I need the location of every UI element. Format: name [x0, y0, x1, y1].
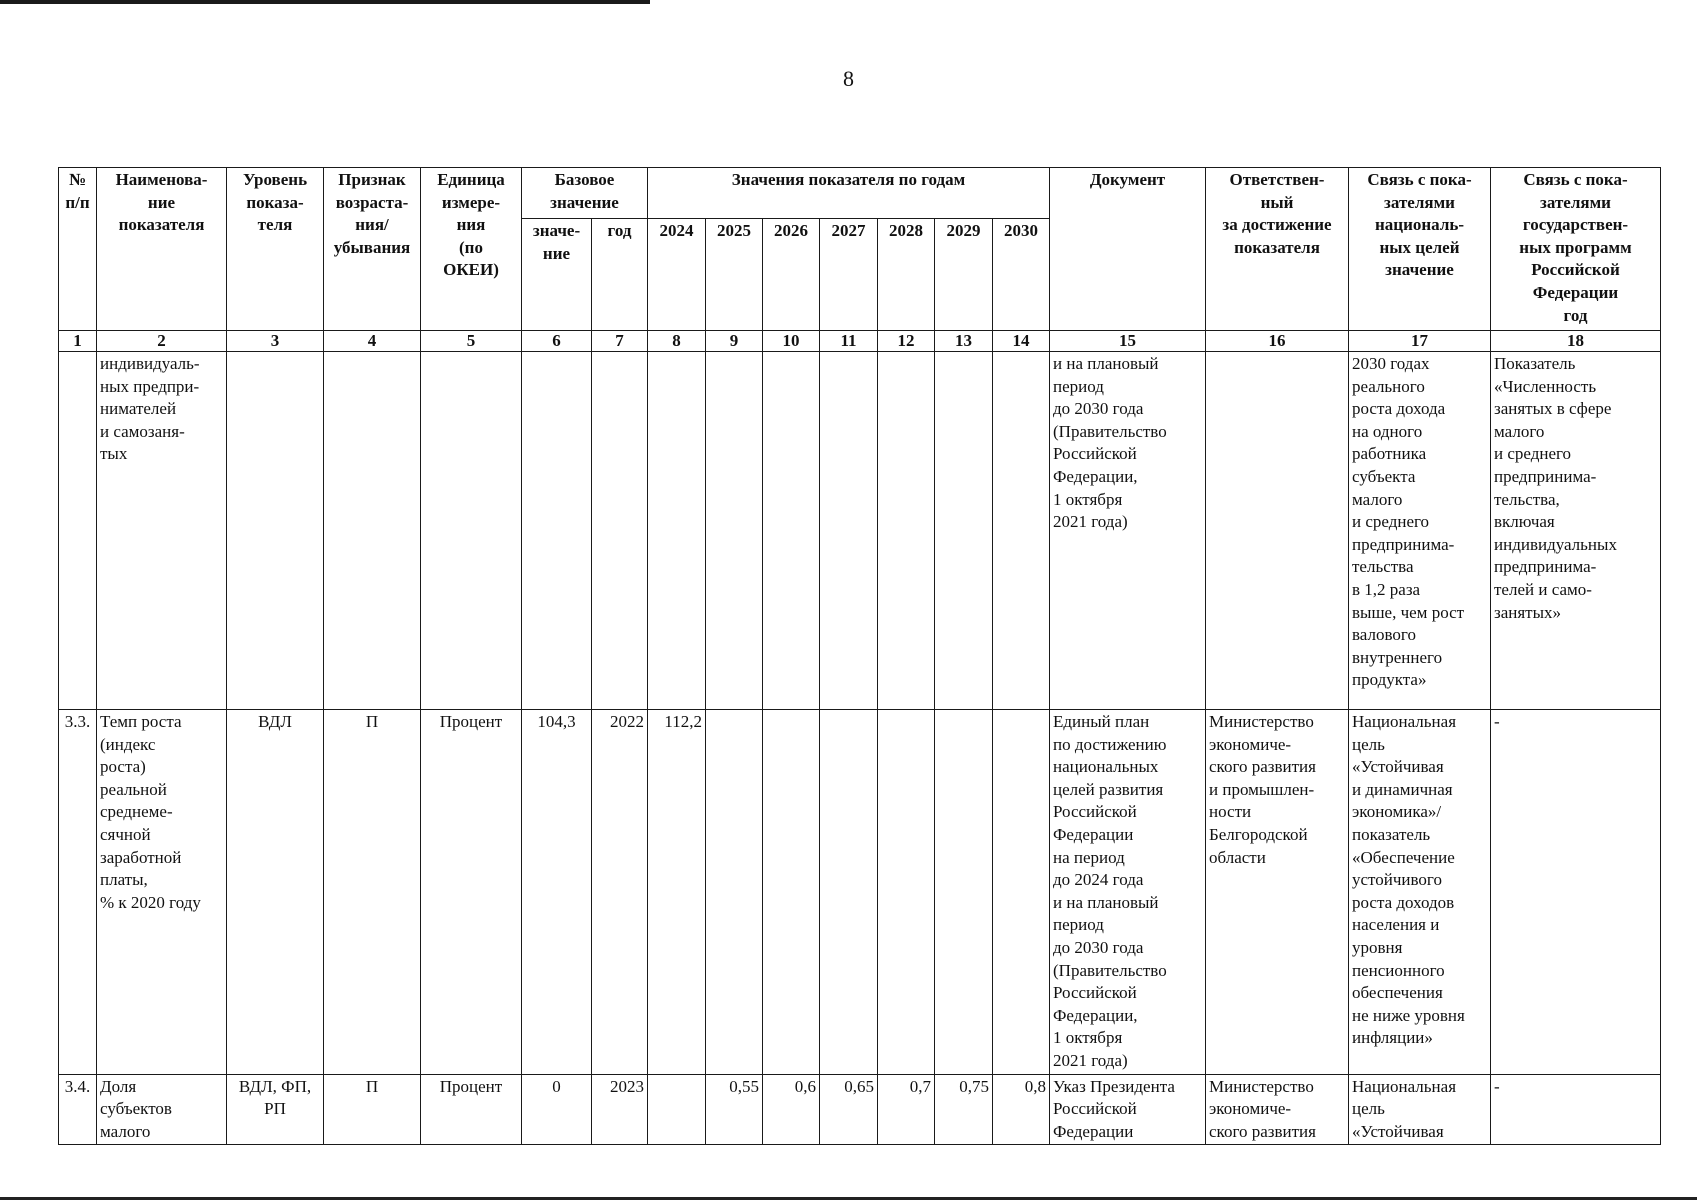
table-row: [59, 352, 1661, 710]
column-number: 12: [878, 331, 935, 352]
column-number: 4: [324, 331, 421, 352]
cell-year-value: [820, 352, 878, 710]
cell-document: Указ Президента Российской Федерации: [1050, 1074, 1206, 1145]
cell-year-value: 0,6: [763, 1074, 820, 1145]
column-number: 8: [648, 331, 706, 352]
cell-state-programs: -: [1491, 710, 1661, 1075]
header-year: 2026: [763, 219, 820, 331]
cell-year-value: [763, 710, 820, 1075]
column-number: 10: [763, 331, 820, 352]
cell-state-programs: Показатель «Численность занятых в сфере малого и среднего предпринима- тельства, включая индивидуальных предпринима- телей и само- занятых»: [1491, 352, 1661, 710]
cell-national-goals: Национальная цель «Устойчивая: [1349, 1074, 1491, 1145]
column-number: 7: [592, 331, 648, 352]
column-number: 15: [1050, 331, 1206, 352]
column-number: 14: [993, 331, 1050, 352]
header-year: 2025: [706, 219, 763, 331]
cell-year-value: 0,7: [878, 1074, 935, 1145]
cell-year-value: 0,75: [935, 1074, 993, 1145]
header-by-years: Значения показателя по годам: [648, 168, 1050, 219]
table-row: [59, 1074, 1661, 1145]
cell-base-value: 104,3: [522, 710, 592, 1075]
header-trend: Признак возраста- ния/ убывания: [324, 168, 421, 331]
cell-year-value: [935, 352, 993, 710]
column-number: 13: [935, 331, 993, 352]
cell-national-goals: 2030 годах реального роста дохода на одного работника субъекта малого и среднего предпринима- тельства в 1,2 раза выше, чем рост валового внутреннего продукта»: [1349, 352, 1491, 710]
cell-trend: П: [324, 710, 421, 1075]
header-year: 2029: [935, 219, 993, 331]
scan-edge-top: [0, 0, 650, 4]
page-number: 8: [843, 66, 854, 91]
header-year: 2030: [993, 219, 1050, 331]
header-year: 2024: [648, 219, 706, 331]
cell-base-year: 2023: [592, 1074, 648, 1145]
cell-responsible: Министерство экономиче- ского развития: [1206, 1074, 1349, 1145]
cell-name: Доля субъектов малого: [97, 1074, 227, 1145]
indicators-table: [58, 167, 1661, 1145]
header-no: № п/п: [59, 168, 97, 331]
column-number: 1: [59, 331, 97, 352]
cell-year-value: [706, 710, 763, 1075]
header-responsible: Ответствен- ный за достижение показателя: [1206, 168, 1349, 331]
cell-level: ВДЛ, ФП, РП: [227, 1074, 324, 1145]
cell-base-year: [592, 352, 648, 710]
header-row-top: [59, 168, 1661, 219]
cell-year-value: 0,55: [706, 1074, 763, 1145]
cell-year-value: [763, 352, 820, 710]
column-number: 2: [97, 331, 227, 352]
cell-state-programs: -: [1491, 1074, 1661, 1145]
header-national-goals: Связь с пока- зателями националь- ных целей значение: [1349, 168, 1491, 331]
column-number: 5: [421, 331, 522, 352]
header-unit: Единица измере- ния (по ОКЕИ): [421, 168, 522, 331]
column-number: 11: [820, 331, 878, 352]
cell-base-year: 2022: [592, 710, 648, 1075]
column-number: 16: [1206, 331, 1349, 352]
header-name: Наименова- ние показателя: [97, 168, 227, 331]
column-number: 6: [522, 331, 592, 352]
cell-responsible: Министерство экономиче- ского развития и промышлен- ности Белгородской области: [1206, 710, 1349, 1075]
cell-year-value: [878, 710, 935, 1075]
header-level: Уровень показа- теля: [227, 168, 324, 331]
cell-year-value: [878, 352, 935, 710]
cell-year-value: [820, 710, 878, 1075]
cell-year-value: 0,8: [993, 1074, 1050, 1145]
cell-unit: Процент: [421, 710, 522, 1075]
header-document: Документ: [1050, 168, 1206, 331]
cell-no: 3.4.: [59, 1074, 97, 1145]
cell-no: [59, 352, 97, 710]
cell-year-value: [935, 710, 993, 1075]
cell-base-value: [522, 352, 592, 710]
cell-trend: П: [324, 1074, 421, 1145]
cell-unit: Процент: [421, 1074, 522, 1145]
column-number: 18: [1491, 331, 1661, 352]
cell-year-value: [648, 352, 706, 710]
cell-national-goals: Национальная цель «Устойчивая и динамичная экономика»/ показатель «Обеспечение устойчивого роста доходов населения и уровня пенсионного обеспечения не ниже уровня инфляции»: [1349, 710, 1491, 1075]
cell-trend: [324, 352, 421, 710]
cell-year-value: [648, 1074, 706, 1145]
cell-name: Темп роста (индекс роста) реальной среднеме- сячной заработной платы, % к 2020 году: [97, 710, 227, 1075]
column-number: 9: [706, 331, 763, 352]
cell-base-value: 0: [522, 1074, 592, 1145]
header-year: 2027: [820, 219, 878, 331]
cell-no: 3.3.: [59, 710, 97, 1075]
cell-document: Единый план по достижению национальных целей развития Российской Федерации на период до 2024 года и на плановый период до 2030 года (Правительство Российской Федерации, 1 октября 2021 года): [1050, 710, 1206, 1075]
cell-name: индивидуаль- ных предпри- нимателей и самозаня- тых: [97, 352, 227, 710]
table-row: [59, 710, 1661, 1075]
cell-unit: [421, 352, 522, 710]
cell-year-value: [993, 710, 1050, 1075]
column-number: 3: [227, 331, 324, 352]
header-base: Базовое значение: [522, 168, 648, 219]
cell-responsible: [1206, 352, 1349, 710]
cell-year-value: 112,2: [648, 710, 706, 1075]
header-base-value: значе- ние: [522, 219, 592, 331]
header-base-year: год: [592, 219, 648, 331]
cell-level: ВДЛ: [227, 710, 324, 1075]
header-state-programs: Связь с пока- зателями государствен- ных программ Российской Федерации год: [1491, 168, 1661, 331]
cell-year-value: [706, 352, 763, 710]
cell-year-value: [993, 352, 1050, 710]
cell-level: [227, 352, 324, 710]
column-number: 17: [1349, 331, 1491, 352]
cell-year-value: 0,65: [820, 1074, 878, 1145]
header-year: 2028: [878, 219, 935, 331]
column-number-row: [59, 331, 1661, 352]
cell-document: и на плановый период до 2030 года (Правительство Российской Федерации, 1 октября 2021 года): [1050, 352, 1206, 710]
